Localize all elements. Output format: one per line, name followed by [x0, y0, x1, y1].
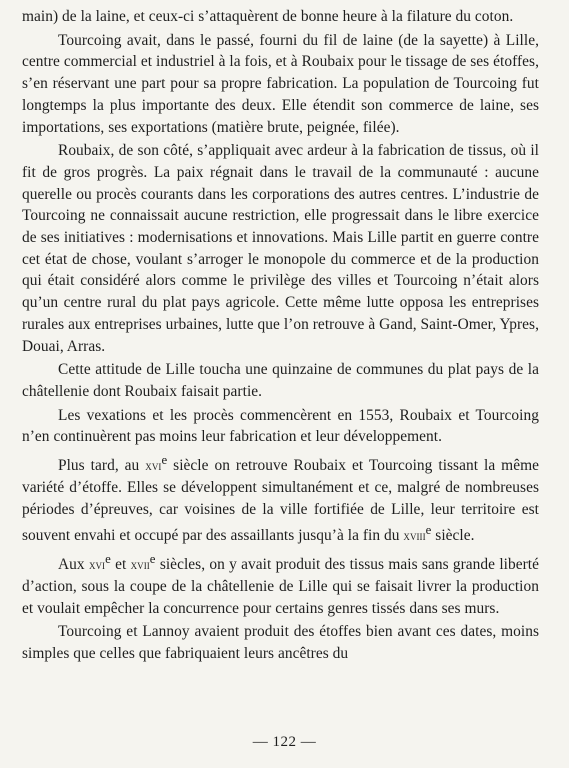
paragraph-roubaix: Roubaix, de son côté, s’appliquait avec ardeur à la fabrication de tissus, où il fit de gros progrès. La paix régnait dans le travail de la communauté : aucune querelle ou procès courants dans les corporations des autres centres. L’industrie de Tourcoing ne connaissait aucune restriction, elle progressait dans le libre exercice de ses initiatives : modernisations et innovations. Mais Lille partit en guerre contre cet état de chose, voulant s’arroger le monopole du commerce et de la production qui était considéré alors comme le privilège des villes et Tourcoing n’était alors qu’un centre rural du plat pays agricole. Cette même lutte opposa les entreprises rurales aux entreprises urbaines, lutte que l’on retrouve à Gand, Saint-Omer, Ypres, Douai, Arras. [22, 142, 539, 355]
roman-numeral: xvi [145, 458, 162, 474]
text-segment: Aux [58, 556, 89, 574]
roman-numeral: xviii [403, 528, 426, 544]
page-number: — 122 — [252, 734, 317, 750]
superscript: e [149, 552, 156, 567]
paragraph-plus-tard [22, 450, 539, 547]
text-segment: Plus tard, au [58, 457, 146, 475]
paragraph-continued: main) de la laine, et ceux-ci s’attaquèrent de bonne heure à la filature du coton. [22, 8, 514, 25]
paragraph-tourcoing-fil: Tourcoing avait, dans le passé, fourni du fil de laine (de la sayette) à Lille, centre commercial et industriel à la fois, et à Roubaix pour le tissage de ses étoffes, s’en réservant une part pour sa propre fabrication. La population de Tourcoing fut longtemps la plus importante des deux. Elle étendit son commerce de laine, ses importations, ses exportations (matière brute, peignée, filée). [22, 31, 539, 136]
paragraph-vexations: Les vexations et les procès commencèrent en 1553, Roubaix et Tourcoing n’en continuèrent pas moins leur fabrication et leur développement. [22, 406, 539, 446]
superscript: e [161, 453, 168, 468]
text-segment: siècle on retrouve Roubaix et Tourcoing tissant la même variété d’étoffe. Elles se développent simultanément et ce, malgré de nombreuses périodes d’épreuves, car voisines de la ville fortifiée de Lille, leur territoire est souvent envahi et occupé par des assaillants jusqu’à la fin du [22, 457, 539, 545]
text-segment: siècle. [431, 527, 475, 545]
text-segment: siècles, on y avait produit des tissus mais sans grande liberté d’action, sous la coupe de la châtellenie de Lille qui se faisait livrer la production et voulait empêcher la concurrence pour certains genres tissés dans ses murs. [22, 556, 539, 617]
body-text [22, 6, 539, 667]
superscript: e [425, 523, 432, 538]
roman-numeral: xvii [130, 557, 150, 573]
superscript: e [105, 552, 111, 567]
text-segment: et [110, 556, 131, 574]
paragraph-aux-siecles [22, 549, 539, 619]
paragraph-lannoy: Tourcoing et Lannoy avaient produit des étoffes bien avant ces dates, moins simples que celles que fabriquaient leurs ancêtres du [22, 623, 539, 663]
paragraph-attitude: Cette attitude de Lille toucha une quinzaine de communes du plat pays de la châtellenie dont Roubaix faisait partie. [22, 361, 539, 400]
roman-numeral: xvi [88, 557, 106, 573]
